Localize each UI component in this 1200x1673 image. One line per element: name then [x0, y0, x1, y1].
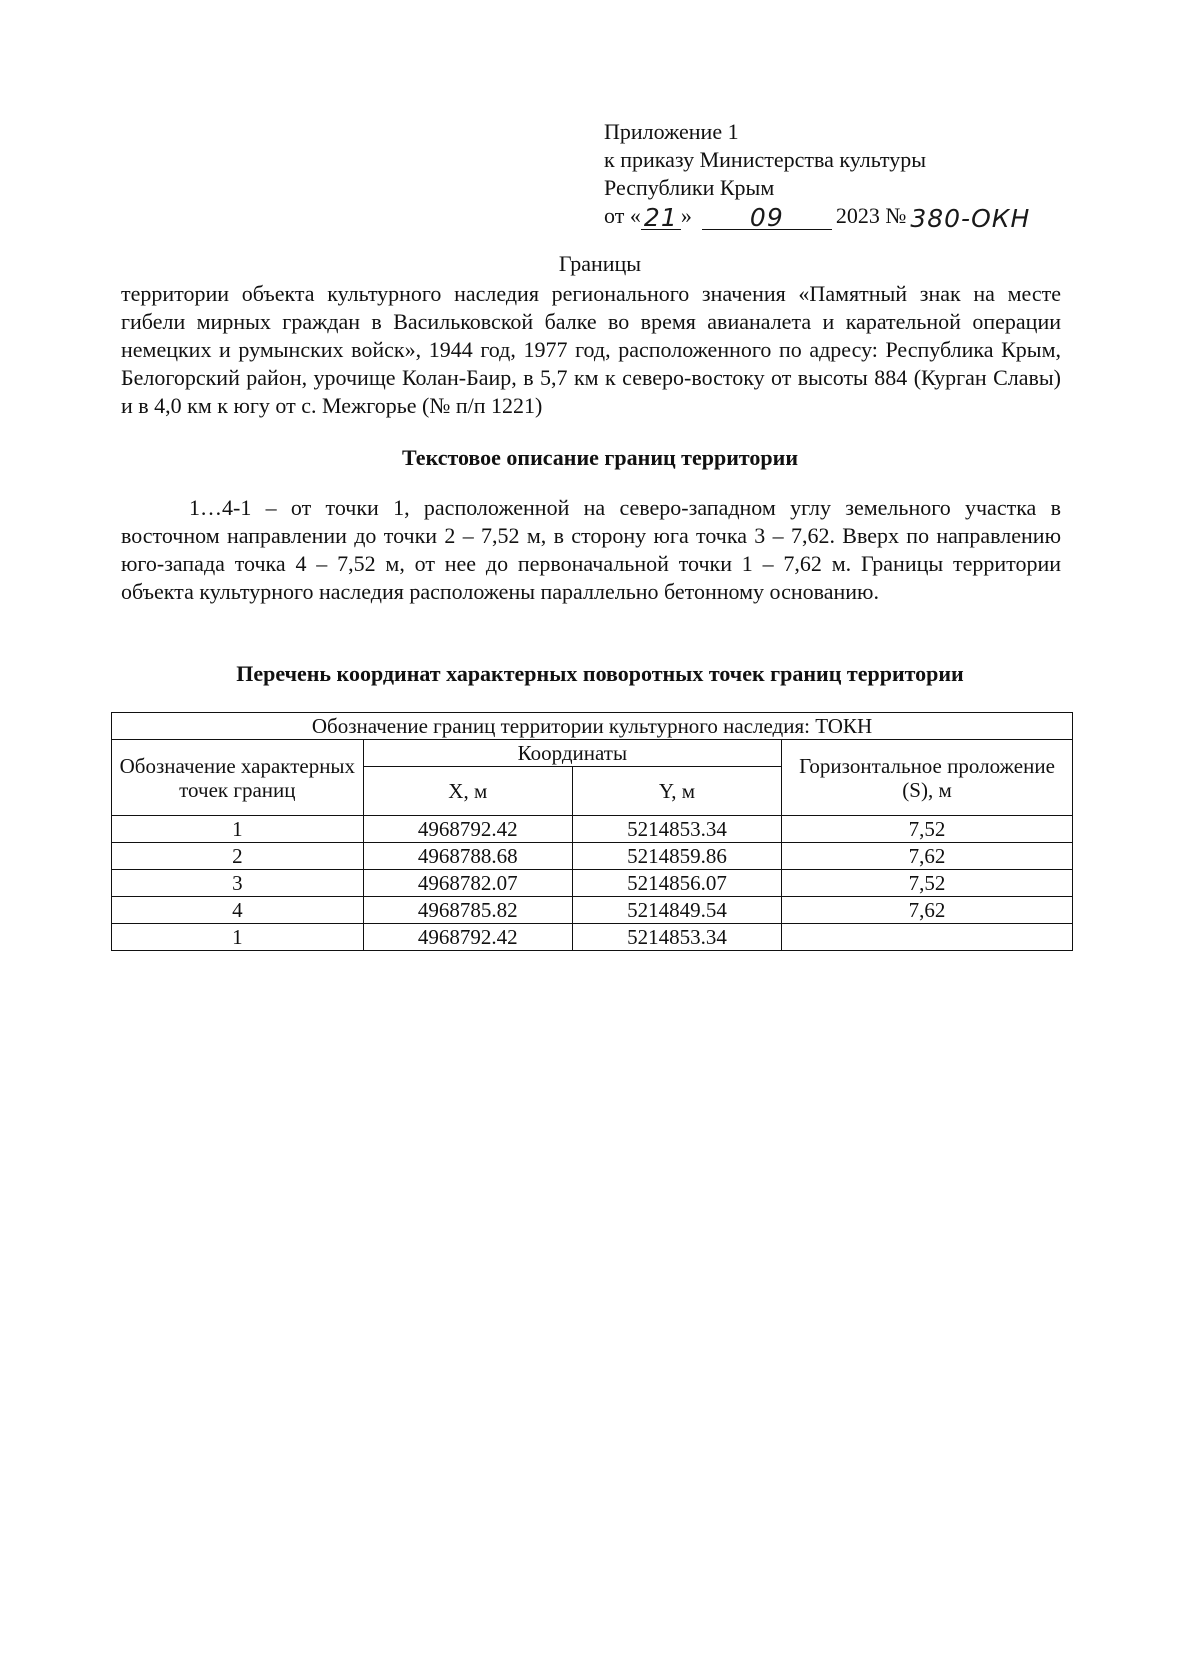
col-header-coordinates: Координаты	[363, 740, 781, 767]
text-description-heading: Текстовое описание границ территории	[401, 445, 799, 470]
cell-x: 4968782.07	[363, 870, 572, 897]
col-header-x: X, м	[363, 767, 572, 816]
appendix-header	[604, 118, 1084, 233]
cell-y: 5214856.07	[572, 870, 781, 897]
borders-title: Границы	[558, 251, 642, 276]
cell-y: 5214853.34	[572, 816, 781, 843]
cell-x: 4968785.82	[363, 897, 572, 924]
table-row	[112, 843, 1073, 870]
appendix-republic-line: Республики Крым	[604, 175, 775, 200]
cell-distance: 7,62	[782, 843, 1073, 870]
appendix-label: Приложение 1	[604, 119, 739, 144]
cell-y: 5214849.54	[572, 897, 781, 924]
borders-description: территории объекта культурного наследия регионального значения «Памятный знак на месте гибели мирных граждан в Васильковской балке во время авианалета и карательной операции немецких и румынских войск», 1944 год, 1977 год, расположенного по адресу: Республика Крым, Белогорский район, урочище Колан-Баир, в 5,7 км к северо-востоку от высоты 884 (Курган Славы) и в 4,0 км к югу от с. Межгорье (№ п/п 1221)	[121, 281, 1061, 418]
cell-y: 5214859.86	[572, 843, 781, 870]
table-row	[112, 816, 1073, 843]
appendix-order-line: к приказу Министерства культуры	[604, 147, 927, 172]
col-header-distance: Горизонтальное проложение (S), м	[782, 740, 1073, 816]
handwritten-order-number: 380-ОКН	[910, 204, 1031, 233]
cell-distance: 7,52	[782, 870, 1073, 897]
handwritten-month: 09	[702, 207, 832, 230]
cell-point: 3	[112, 870, 364, 897]
date-close-quote: »	[680, 203, 692, 228]
coordinates-table	[111, 712, 1073, 951]
cell-point: 1	[112, 816, 364, 843]
appendix-date-line	[604, 202, 1084, 233]
cell-point: 2	[112, 843, 364, 870]
handwritten-day: 21	[641, 207, 681, 230]
table-title: Обозначение границ территории культурного наследия: ТОКН	[112, 713, 1073, 740]
text-description-body: 1…4-1 – от точки 1, расположенной на северо-западном углу земельного участка в восточном направлении до точки 2 – 7,52 м, в сторону юга точка 3 – 7,62. Вверх по направлению юго-запада точка 4 – 7,52 м, от нее до первоначальной точки 1 – 7,62 м. Границы территории объекта культурного наследия расположены параллельно бетонному основанию.	[121, 495, 1061, 604]
cell-distance: 7,52	[782, 816, 1073, 843]
cell-x: 4968792.42	[363, 924, 572, 951]
col-header-y: Y, м	[572, 767, 781, 816]
date-prefix: от «	[604, 203, 641, 228]
col-header-points: Обозначение характерных точек границ	[112, 740, 364, 816]
date-year: 2023 №	[835, 203, 907, 228]
cell-x: 4968792.42	[363, 816, 572, 843]
cell-point: 4	[112, 897, 364, 924]
table-row	[112, 870, 1073, 897]
cell-x: 4968788.68	[363, 843, 572, 870]
cell-distance: 7,62	[782, 897, 1073, 924]
cell-point: 1	[112, 924, 364, 951]
cell-y: 5214853.34	[572, 924, 781, 951]
table-row	[112, 897, 1073, 924]
cell-distance	[782, 924, 1073, 951]
table-row	[112, 924, 1073, 951]
coordinates-heading: Перечень координат характерных поворотных точек границ территории	[236, 661, 964, 686]
